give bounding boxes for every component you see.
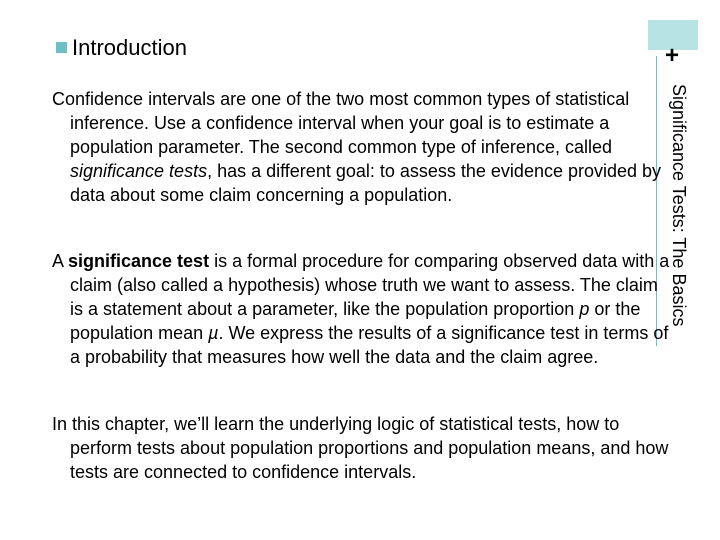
p1-emphasis: significance tests [70,161,208,181]
p2-text-b: is a formal procedure for comparing observed data with a claim (also called a hypothesis) whose truth we want to assess. The claim is a statement about a parameter, like the population proportion [70,251,670,319]
square-bullet-icon [56,42,67,53]
p2-mu-symbol: µ [208,323,219,343]
plus-icon: + [665,42,680,69]
p1-text-a: Confidence intervals are one of the two most common types of statistical inference. Use a confidence interval when your goal is to estimate a population parameter. The second common type of inference, called [52,89,630,157]
p2-text-a: A [52,251,69,271]
p3-text: In this chapter, we’ll learn the underlying logic of statistical tests, how to perform tests about population proportions and population means, and how tests are connected to confidence intervals. [52,414,669,482]
p2-bold-term: significance test [68,251,210,271]
p2-p-symbol: p [579,299,590,319]
p2-text-d: . We express the results of a significance test in terms of a probability that measures how well the data and the claim agree. [70,323,669,367]
side-title: Significance Tests: The Basics [669,84,689,327]
paragraph-significance-test [52,249,674,369]
paragraph-chapter-overview [52,412,674,484]
p1-text-b: , has a different goal: to assess the evidence provided by data about some claim concerning a population. [70,161,662,205]
slide-heading: Introduction [72,35,187,60]
p2-text-c: or the population mean [70,299,641,343]
paragraph-confidence-intervals [52,87,674,207]
